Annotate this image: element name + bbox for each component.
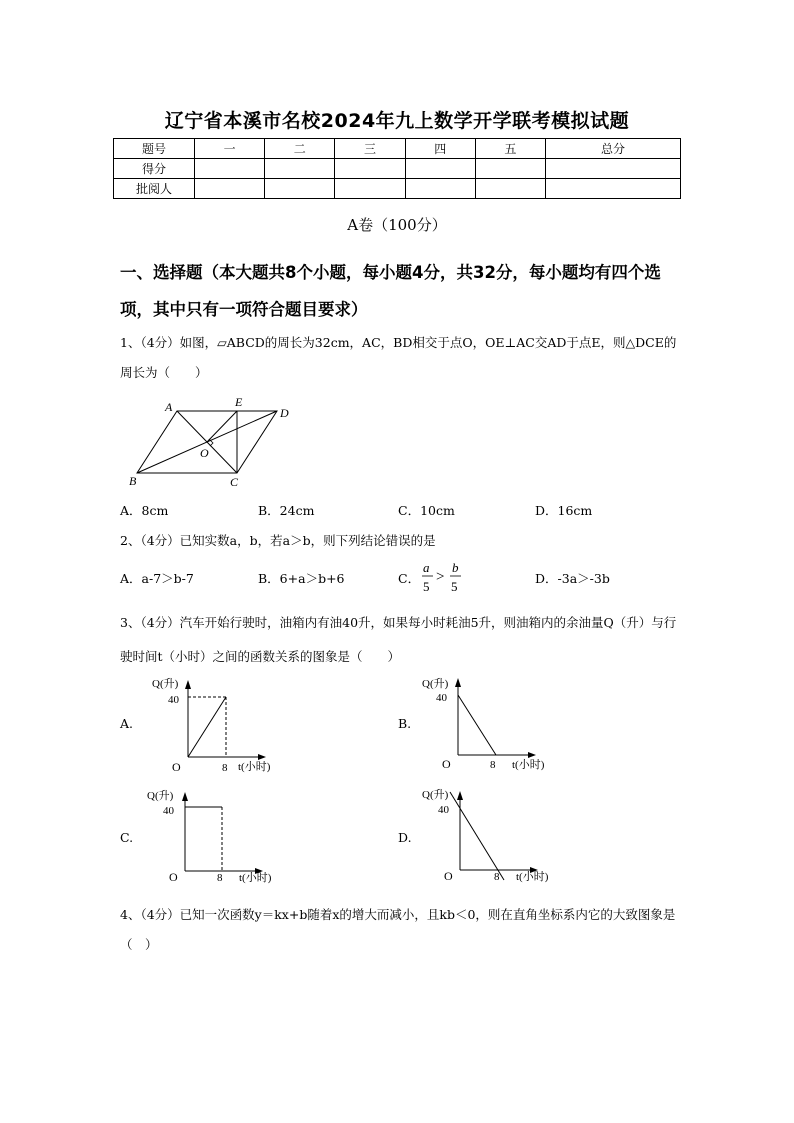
q3-graph-b [418,673,558,778]
table-cell: 批阅人 [114,179,195,199]
label-c: C [230,475,239,489]
svg-text:8: 8 [494,871,500,883]
q2-option-b[interactable]: B．6+a＞b+6 [258,571,345,586]
q2-option-a[interactable]: A．a-7＞b-7 [120,571,194,586]
table-cell: 二 [265,139,335,159]
question-3-text: 3、（4分）汽车开始行驶时，油箱内有油40升，如果每小时耗油5升，则油箱内的余油量Q（升）与行驶时间t（小时）之间的函数关系的图象是（ ） [120,615,677,664]
q2-option-c[interactable]: C． [398,571,421,586]
label-d: D [280,406,289,420]
frac-num-a: a [423,560,430,575]
label-e: E [235,395,243,409]
q3-option-a[interactable]: A. [120,716,134,731]
svg-text:t(小时): t(小时) [238,761,271,773]
svg-text:O: O [169,870,178,884]
table-cell: 得分 [114,159,195,179]
question-4-text: 4、（4分）已知一次函数y＝kx+b随着x的增大而减小，且kb＜0，则在直角坐标系内它的大致图象是（ ） [120,907,676,952]
table-cell[interactable] [335,159,405,179]
table-cell[interactable] [195,159,265,179]
svg-text:8: 8 [490,759,496,771]
q3-graph-d [420,786,560,891]
svg-text:O: O [172,760,181,774]
svg-text:8: 8 [217,872,223,884]
score-table-row [114,179,681,199]
section-heading: A卷（100分） [347,216,447,234]
svg-text:t(小时): t(小时) [239,872,272,884]
q3-option-d[interactable]: D. [398,830,412,845]
frac-num-b: b [452,560,459,575]
svg-text:t(小时): t(小时) [512,759,545,771]
q2-option-d[interactable]: D．-3a＞-3b [535,571,610,586]
table-cell[interactable] [405,159,475,179]
table-cell[interactable] [265,179,335,199]
q1-option-b[interactable]: B．24cm [258,503,315,518]
svg-text:40: 40 [163,805,174,817]
table-cell[interactable] [546,159,681,179]
frac-den-b: 5 [451,579,458,594]
q3-option-b[interactable]: B. [398,716,412,731]
svg-text:t(小时): t(小时) [516,871,549,883]
table-cell[interactable] [195,179,265,199]
q3-option-c[interactable]: C. [120,830,134,845]
score-table-header-row [114,139,681,159]
table-cell[interactable] [546,179,681,199]
table-cell[interactable] [475,179,545,199]
table-cell[interactable] [475,159,545,179]
table-cell: 总分 [546,139,681,159]
svg-text:Q(升): Q(升) [422,678,449,690]
svg-text:Q(升): Q(升) [152,678,179,690]
svg-text:40: 40 [168,694,179,706]
q3-graph-c [145,787,285,892]
table-cell[interactable] [405,179,475,199]
fraction-expression [420,557,470,597]
table-cell: 四 [405,139,475,159]
page-title: 辽宁省本溪市名校2024年九上数学开学联考模拟试题 [164,110,630,132]
q1-option-c[interactable]: C．10cm [398,503,455,518]
svg-text:Q(升): Q(升) [422,789,449,801]
svg-text:O: O [444,869,453,883]
score-table [113,138,681,199]
table-cell: 一 [195,139,265,159]
label-o: O [200,446,209,460]
label-a: A [165,400,173,414]
frac-den-a: 5 [423,579,430,594]
svg-text:O: O [442,757,451,771]
q1-option-d[interactable]: D．16cm [535,503,593,518]
table-cell[interactable] [335,179,405,199]
parallelogram-figure [125,395,305,490]
table-cell[interactable] [265,159,335,179]
svg-text:40: 40 [436,692,447,704]
svg-text:40: 40 [438,804,449,816]
frac-op: > [436,569,445,585]
table-cell: 题号 [114,139,195,159]
svg-text:8: 8 [222,762,228,774]
part-title: 一、选择题（本大题共8个小题，每小题4分，共32分，每小题均有四个选项，其中只有一项符合题目要求） [120,263,661,319]
score-table-row [114,159,681,179]
table-cell: 三 [335,139,405,159]
question-1-text: 1、（4分）如图，▱ABCD的周长为32cm，AC，BD相交于点O，OE⊥AC交AD于点E，则△DCE的周长为（ ） [120,335,677,380]
svg-text:Q(升): Q(升) [147,790,174,802]
q1-option-a[interactable]: A．8cm [120,503,169,518]
q3-graph-a [148,675,288,780]
table-cell: 五 [475,139,545,159]
label-b: B [129,474,137,488]
question-2-text: 2、（4分）已知实数a，b，若a＞b，则下列结论错误的是 [120,533,436,548]
